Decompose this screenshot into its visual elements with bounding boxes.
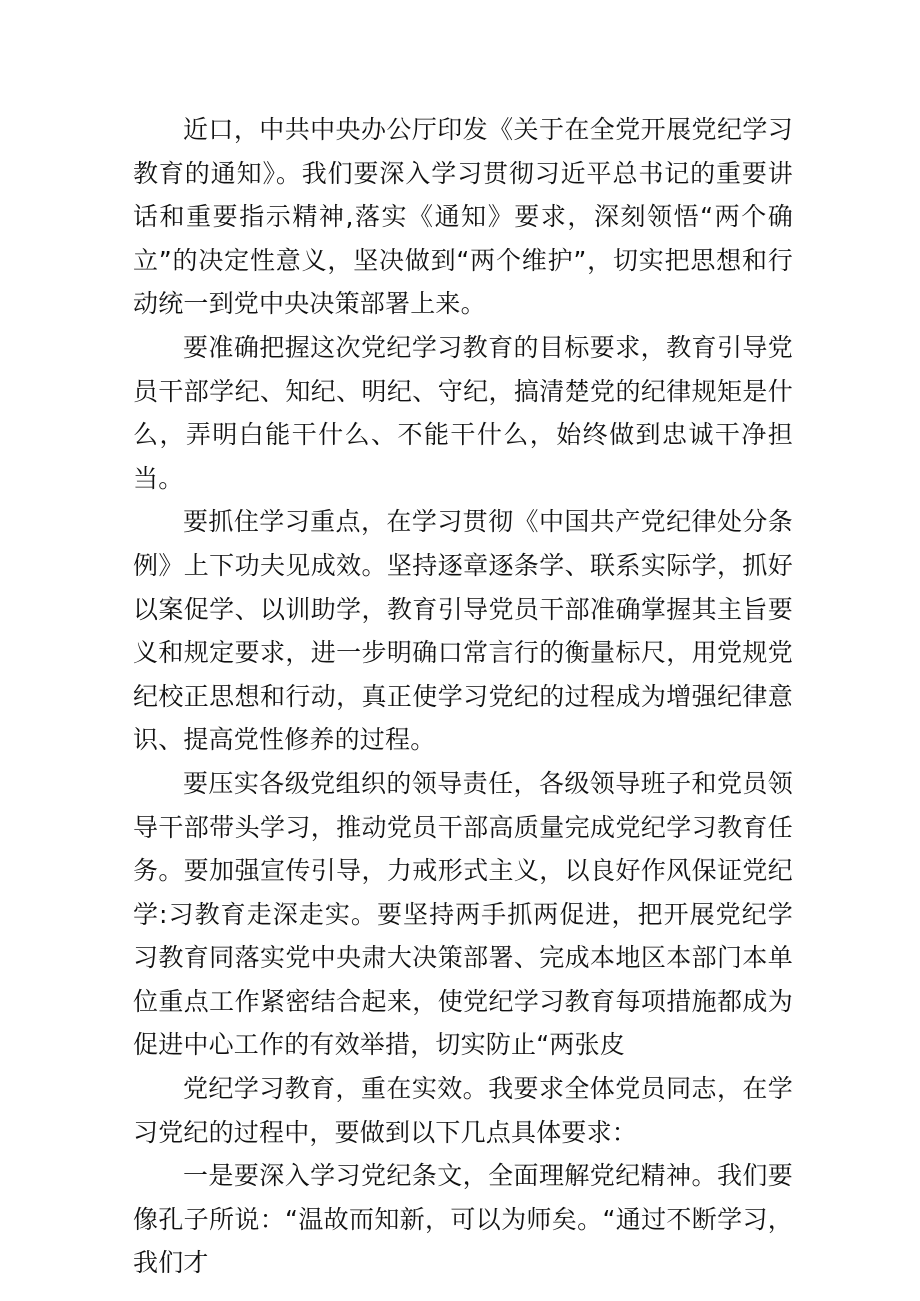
paragraph-study-focus: 要抓住学习重点，在学习贯彻《中国共产党纪律处分条例》上下功夫见成效。坚持逐章逐条学、联系实际学，抓好以案促学、以训助学，教育引导党员干部准确掌握其主旨要义和规定要求，进一步明确口常言行的衡量标尺，用党规党纪校正思想和行动，真正使学习党纪的过程成为增强纪律意识、提高党性修养的过程。 xyxy=(133,507,793,755)
paragraph-responsibility: 要压实各级党组织的领导责任，各级领导班子和党员领导干部带头学习，推动党员干部高质量完成党纪学习教育任务。要加强宣传引导，力戒形式主义，以良好作风保证党纪学:习教育走深走实。要坚持两手抓两促进，把开展党纪学习教育同落实党中央肃大决策部署、完成本地区本部门本单位重点工作紧密结合起来，使党纪学习教育每项措施都成为促进中心工作的有效举措，切实防止“两张皮 xyxy=(133,768,793,1060)
paragraph-goals: 要准确把握这次党纪学习教育的目标要求，教育引导党员干部学纪、知纪、明纪、守纪，搞清楚党的纪律规矩是什么，弄明白能干什么、不能干什么，始终做到忠诚干净担当。 xyxy=(133,332,793,493)
paragraph-notice: 近口，中共中央办公厅印发《关于在全党开展党纪学习教育的通知》。我们要深入学习贯彻习近平总书记的重要讲话和重要指示精神,落实《通知》要求，深刻领悟“两个确立”的决定性意义，坚决做到“两个维护”，切实把思想和行动统一到党中央决策部署上来。 xyxy=(133,115,793,319)
paragraph-requirement-one: 一是要深入学习党纪条文，全面理解党纪精神。我们要像孔子所说：“温故而知新，可以为师矣。“通过不断学习，我们才 xyxy=(133,1161,793,1278)
document-body xyxy=(133,108,793,1285)
paragraph-effectiveness: 党纪学习教育，重在实效。我要求全体党员同志，在学习党纪的过程中，要做到以下几点具体要求： xyxy=(133,1074,793,1147)
